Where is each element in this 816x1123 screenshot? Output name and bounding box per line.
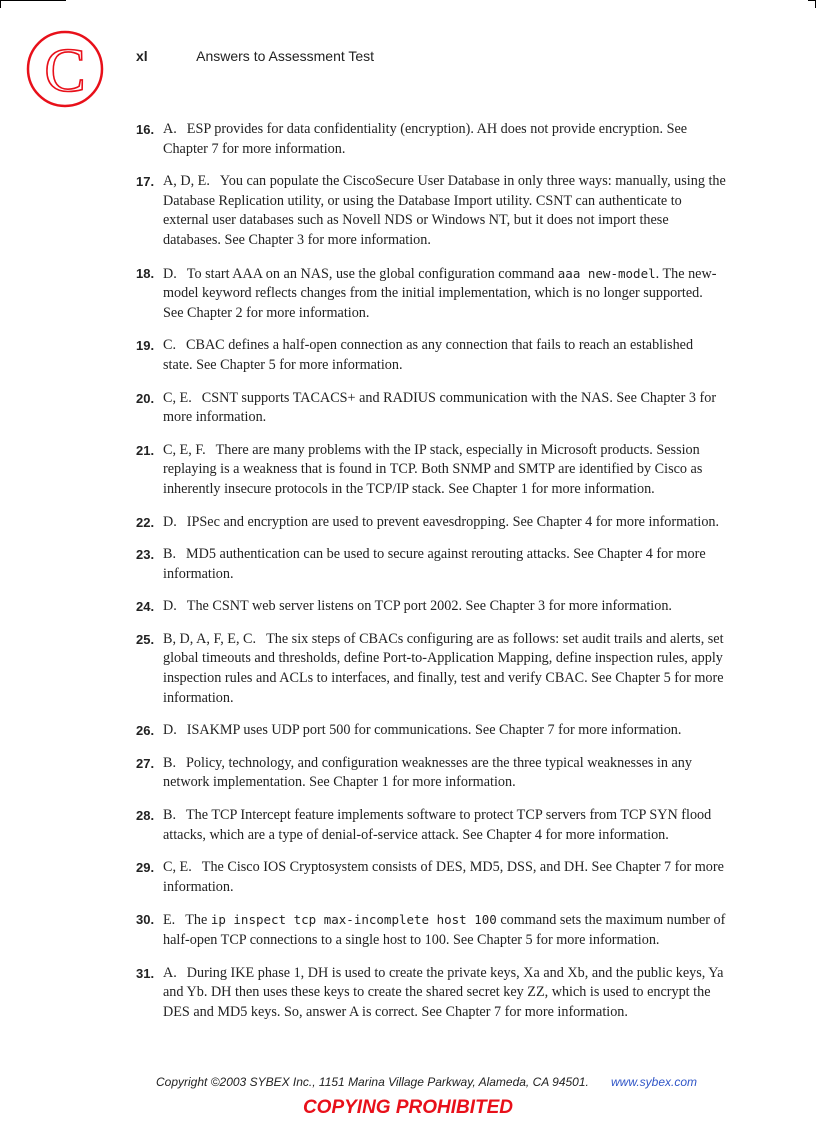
question-number: 20.: [136, 390, 155, 406]
question-number: 29.: [136, 860, 155, 876]
explanation-text: ESP provides for data confidentiality (encryption). AH does not provide encryption. See Chapter 7 for more information.: [163, 121, 688, 157]
question-number: 22.: [136, 514, 155, 530]
answer-item: [136, 336, 726, 375]
question-number: 21.: [136, 442, 155, 458]
question-number: 30.: [136, 912, 155, 928]
answer-item: [136, 721, 726, 741]
copyright-seal-icon: [25, 29, 105, 109]
command-code: ip inspect tcp max-incomplete host 100: [210, 912, 497, 928]
explanation-text: command sets the maximum number of half-open TCP connections to a single host to 100. See Chapter 5 for more information.: [163, 912, 726, 948]
answer-choice: B.: [163, 807, 177, 824]
answer-choice: B.: [163, 546, 177, 563]
explanation-text: The CSNT web server listens on TCP port 2002. See Chapter 3 for more information.: [186, 598, 672, 615]
explanation-text: ISAKMP uses UDP port 500 for communications. See Chapter 7 for more information.: [186, 722, 682, 739]
question-number: 26.: [136, 723, 155, 739]
explanation-text: During IKE phase 1, DH is used to create the private keys, Xa and Xb, and the public keys, Ya and Yb. DH then uses these keys to create the shared secret key ZZ, which is used to encrypt the DES and MD5 keys. So, answer A is correct. See Chapter 7 for more information.: [163, 964, 724, 1020]
answer-item: [136, 597, 726, 617]
question-number: 28.: [136, 808, 155, 824]
answer-item: [136, 806, 726, 845]
answer-item: [136, 513, 726, 533]
answer-choice: A, D, E.: [163, 173, 210, 190]
answer-item: [136, 910, 726, 950]
crop-mark: [0, 0, 1, 8]
explanation-text: CSNT supports TACACS+ and RADIUS communication with the NAS. See Chapter 3 for more information.: [163, 389, 717, 426]
answer-list: [136, 120, 726, 1022]
copying-prohibited-notice: COPYING PROHIBITED: [302, 1097, 514, 1118]
answer-choice: D.: [163, 598, 177, 615]
answer-choice: D.: [163, 513, 177, 530]
explanation-text: MD5 authentication can be used to secure against rerouting attacks. See Chapter 4 for more information.: [163, 546, 706, 582]
question-number: 31.: [136, 965, 155, 981]
answer-choice: E.: [163, 912, 176, 929]
question-number: 25.: [136, 631, 155, 647]
answer-item: [136, 754, 726, 793]
question-number: 16.: [136, 122, 155, 137]
explanation-text: Policy, technology, and configuration weaknesses are the three typical weaknesses in any network implementation. See Chapter 1 for more information.: [163, 754, 692, 791]
copyright-notice: Copyright ©2003 SYBEX Inc., 1151 Marina Village Parkway, Alameda, CA 94501.: [156, 1075, 589, 1089]
answer-choice: D.: [163, 265, 177, 282]
website-link[interactable]: www.sybex.com: [611, 1075, 698, 1089]
answer-choice: C, E.: [163, 859, 192, 876]
crop-mark: [0, 0, 66, 1]
command-code: aaa new-model: [557, 265, 656, 281]
answer-item: [136, 630, 726, 708]
answer-choice: D.: [163, 722, 177, 739]
running-header: [136, 48, 374, 64]
question-number: 17.: [136, 174, 155, 190]
explanation-text: The TCP Intercept feature implements software to protect TCP servers from TCP SYN flood attacks, which are a type of denial-of-service attack. See Chapter 4 for more information.: [163, 807, 712, 843]
question-number: 27.: [136, 755, 155, 771]
answer-item: [136, 545, 726, 584]
answer-choice: C.: [163, 337, 177, 354]
question-number: 23.: [136, 547, 155, 563]
answer-choice: A.: [163, 964, 177, 981]
question-number: 19.: [136, 338, 155, 354]
answer-item: [136, 964, 726, 1023]
answer-item: [136, 264, 726, 324]
question-number: 18.: [136, 265, 155, 281]
answer-item: [136, 858, 726, 897]
question-number: 24.: [136, 599, 155, 615]
answer-item: [136, 389, 726, 428]
explanation-text: CBAC defines a half-open connection as any connection that fails to reach an established state. See Chapter 5 for more information.: [163, 337, 694, 373]
answer-choice: B.: [163, 754, 177, 771]
answer-choice: A.: [163, 121, 177, 137]
explanation-text: IPSec and encryption are used to prevent eavesdropping. See Chapter 4 for more information.: [186, 513, 720, 530]
seal-letter: C: [44, 37, 86, 105]
explanation-text: The: [185, 912, 211, 929]
answer-choice: B, D, A, F, E, C.: [163, 630, 257, 647]
answer-choice: C, E.: [163, 389, 192, 406]
header-title: Answers to Assessment Test: [196, 48, 375, 64]
explanation-text: To start AAA on an NAS, use the global configuration command: [186, 265, 558, 282]
answer-choice: C, E, F.: [163, 441, 206, 458]
answer-item: [136, 120, 726, 159]
explanation-text: You can populate the CiscoSecure User Database in only three ways: manually, using the Database Replication utility, or using the Database Import utility. CSNT can authenticate to external user databases such as Novell NDS or Windows NT, but it does not import these databases. See Chapter 3 for more information.: [163, 173, 726, 248]
explanation-text: . The new-model keyword reflects changes from the initial implementation, which is no longer supported. See Chapter 2 for more information.: [163, 265, 717, 321]
explanation-text: There are many problems with the IP stack, especially in Microsoft products. Session replaying is a weakness that is found in TCP. Both SNMP and SMTP are identified by Cisco as inherently insecure protocols in the TCP/IP stack. See Chapter 1 for more information.: [163, 441, 703, 497]
page-number: xl: [136, 48, 148, 64]
answer-item: [136, 441, 726, 500]
explanation-text: The Cisco IOS Cryptosystem consists of DES, MD5, DSS, and DH. See Chapter 7 for more information.: [163, 859, 724, 895]
explanation-text: The six steps of CBACs configuring are as follows: set audit trails and alerts, set global timeouts and thresholds, define Port-to-Application Mapping, define inspection rules, apply inspection rules and ACLs to interfaces, and finally, test and verify CBAC. See Chapter 5 for more information.: [163, 630, 724, 706]
answer-item: [136, 172, 726, 250]
